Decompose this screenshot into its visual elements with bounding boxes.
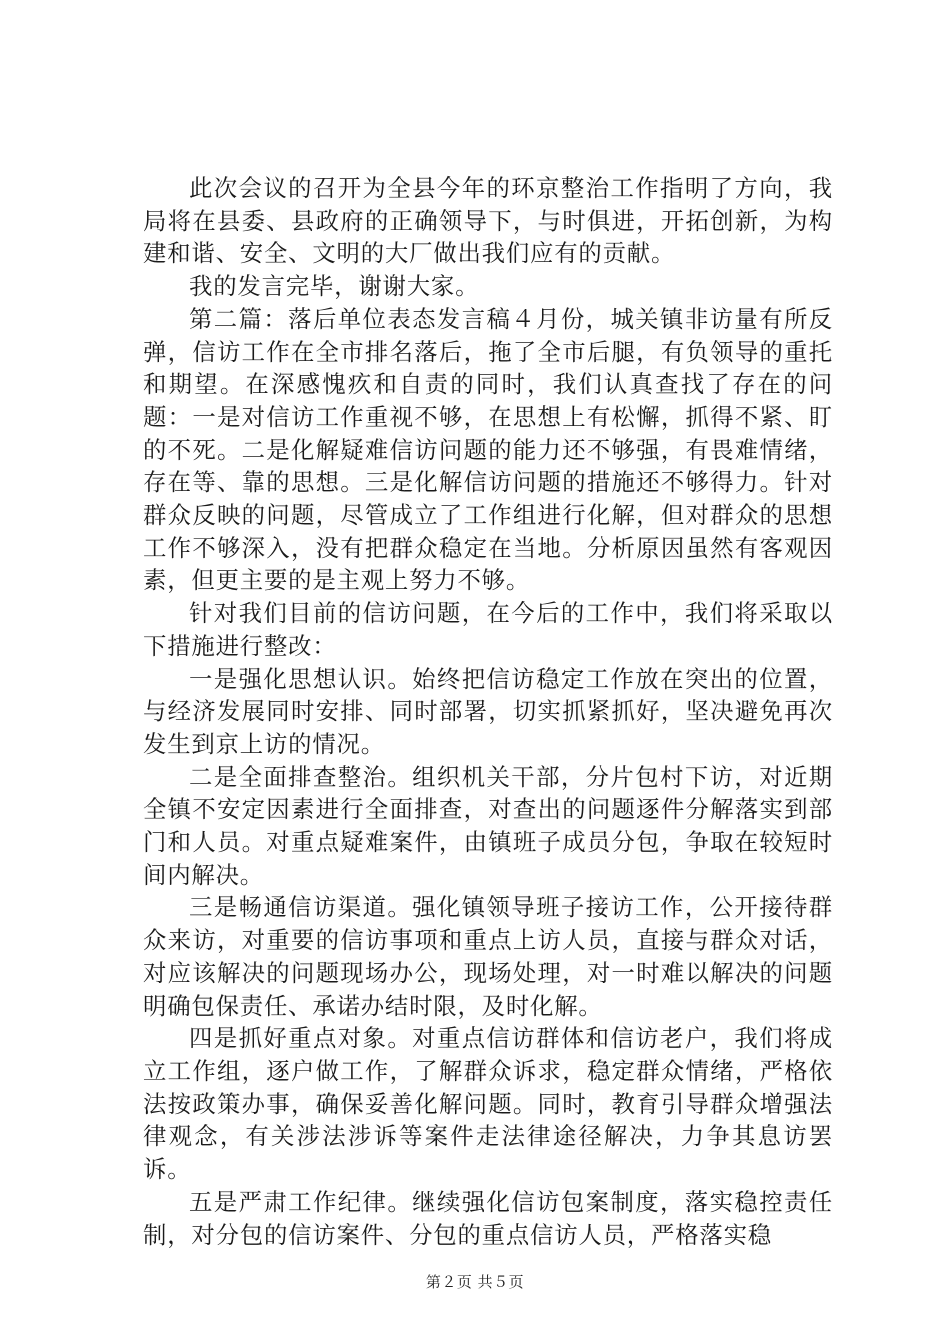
paragraph-second-article-intro: 第二篇：落后单位表态发言稿４月份，城关镇非访量有所反弹，信访工作在全市排名落后，拖了全市后腿，有负领导的重托和期望。在深感愧疚和自责的同时，我们认真查找了存在的问题：一是对信访工作重视不够，在思想上有松懈，抓得不紧、盯的不死。二是化解疑难信访问题的能力还不够强，有畏难情绪，存在等、靠的思想。三是化解信访问题的措施还不够得力。针对群众反映的问题，尽管成立了工作组进行化解，但对群众的思想工作不够深入，没有把群众稳定在当地。分析原因虽然有客观因素，但更主要的是主观上努力不够。: [143, 304, 833, 595]
paragraph-closing-remarks: 此次会议的召开为全县今年的环京整治工作指明了方向，我局将在县委、县政府的正确领导下，与时俱进，开拓创新，为构建和谐、安全、文明的大厂做出我们应有的贡献。: [143, 174, 833, 268]
paragraph-speech-end: 我的发言完毕，谢谢大家。: [189, 272, 480, 301]
paragraph-measures-lead: 针对我们目前的信访问题，在今后的工作中，我们将采取以下措施进行整改：: [143, 599, 833, 660]
paragraph-measure-three: 三是畅通信访渠道。强化镇领导班子接访工作，公开接待群众来访，对重要的信访事项和重点上访人员，直接与群众对话，对应该解决的问题现场办公，现场处理，对一时难以解决的问题明确包保责任、承诺办结时限，及时化解。: [143, 893, 833, 1020]
document-body: [143, 172, 833, 1251]
paragraph-measure-two: 二是全面排查整治。组织机关干部，分片包村下访，对近期全镇不安定因素进行全面排查，对查出的问题逐件分解落实到部门和人员。对重点疑难案件，由镇班子成员分包，争取在较短时间内解决。: [143, 762, 833, 889]
page-number-footer: 第２页 共５页: [425, 1273, 525, 1291]
paragraph-measure-one: 一是强化思想认识。始终把信访稳定工作放在突出的位置，与经济发展同时安排、同时部署，切实抓紧抓好，坚决避免再次发生到京上访的情况。: [143, 664, 833, 758]
paragraph-measure-five: 五是严肃工作纪律。继续强化信访包案制度，落实稳控责任制，对分包的信访案件、分包的重点信访人员，严格落实稳: [143, 1187, 833, 1249]
paragraph-measure-four: 四是抓好重点对象。对重点信访群体和信访老户，我们将成立工作组，逐户做工作，了解群众诉求，稳定群众情绪，严格依法按政策办事，确保妥善化解问题。同时，教育引导群众增强法律观念，有关涉法涉诉等案件走法律途径解决，力争其息访罢诉。: [143, 1024, 833, 1184]
